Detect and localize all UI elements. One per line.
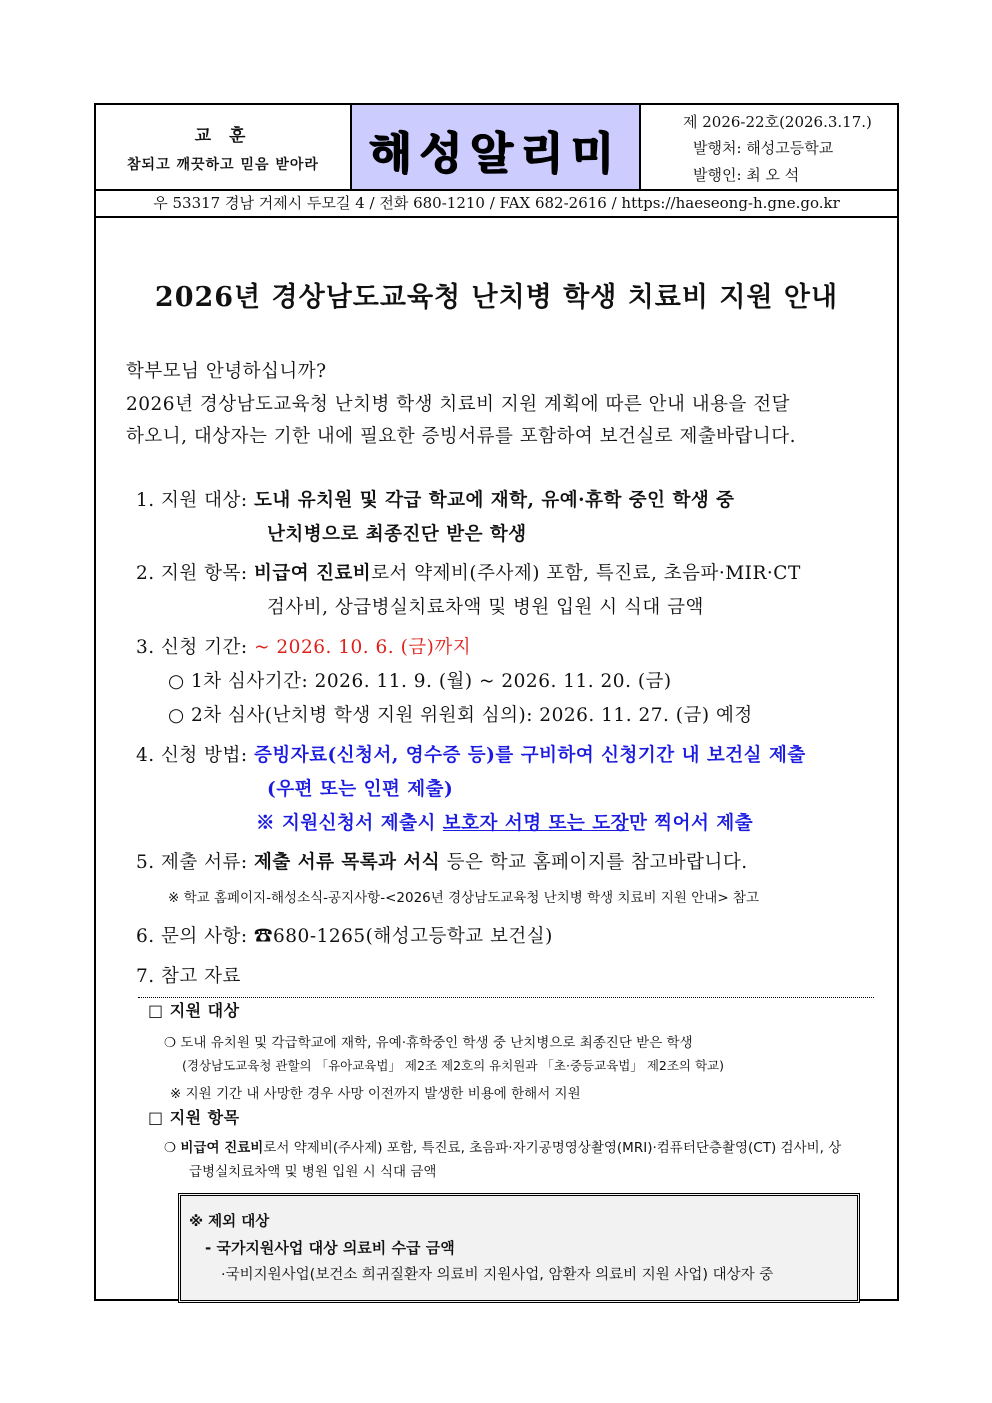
- note-underlined: 보호자 서명 또는 도장: [442, 813, 629, 834]
- exclusion-title: ※ 제외 대상: [189, 1214, 270, 1230]
- contact-phone: ☎680-1265(해성고등학교 보건실): [254, 926, 553, 947]
- bullet-icon: ❍: [164, 1140, 181, 1156]
- item-label: 6. 문의 사항:: [136, 926, 255, 947]
- review-period-1: ○ 1차 심사기간: 2026. 11. 9. (월) ~ 2026. 11. 20. (금): [168, 671, 672, 692]
- newsletter-name: 해성알리미: [369, 128, 622, 179]
- item-label: 5. 제출 서류:: [136, 852, 255, 873]
- issue-number: 제 2026-22호(2026.3.17.): [683, 113, 872, 131]
- ref-heading-target: □ 지원 대상: [148, 1001, 240, 1020]
- deadline: ~ 2026. 10. 6. (금)까지: [254, 637, 472, 658]
- exclusion-item: - 국가지원사업 대상 의료비 수급 금액: [205, 1239, 455, 1257]
- item-method: [136, 741, 806, 767]
- ref-target-note: ※ 지원 기간 내 사망한 경우 사망 이전까지 발생한 비용에 한해서 지원: [170, 1086, 581, 1102]
- item-period: [136, 633, 471, 659]
- item-text: 등은 학교 홈페이지를 참고바랍니다.: [440, 852, 748, 873]
- ref-heading-items: □ 지원 항목: [148, 1108, 240, 1127]
- ref-text: 로서 약제비(주사제) 포함, 특진료, 초음파·자기공명영상촬영(MRI)·컴퓨터단층촬영(CT) 검사비, 상: [263, 1140, 842, 1156]
- item-support-items: [136, 559, 801, 585]
- intro-line-2: 하오니, 대상자는 기한 내에 필요한 증빙서류를 포함하여 보건실로 제출바랍니다.: [126, 426, 797, 447]
- item-label: 2. 지원 항목:: [136, 563, 255, 584]
- exclusion-detail: ·국비지원사업(보건소 희귀질환자 의료비 지원사업, 암환자 의료비 지원 사업) 대상자 중: [221, 1267, 774, 1283]
- ref-target-law: (경상남도교육청 관할의 「유아교육법」 제2조 제2호의 유치원과 「초·중등교육법」 제2조의 학교): [182, 1058, 724, 1073]
- note-text: ※ 지원신청서 제출시: [256, 813, 443, 834]
- ref-items-cont: 급병실치료차액 및 병원 입원 시 식대 금액: [189, 1164, 437, 1180]
- item-text: 도내 유치원 및 각급 학교에 재학, 유예·휴학 중인 학생 중: [254, 490, 735, 511]
- item-label: 4. 신청 방법:: [136, 745, 255, 766]
- signature-note: [256, 809, 753, 835]
- exclusion-box: [178, 1193, 860, 1303]
- item-bold: 제출 서류 목록과 서식: [254, 852, 441, 873]
- item-bold: 비급여 진료비: [254, 563, 372, 584]
- note-text: 만 찍어서 제출: [628, 813, 754, 834]
- item-support-target-cont: 난치병으로 최종진단 받은 학생: [267, 524, 527, 545]
- divider: [138, 997, 874, 998]
- document-title: 2026년 경상남도교육청 난치병 학생 치료비 지원 안내: [154, 282, 839, 313]
- item-reference: 7. 참고 자료: [136, 966, 241, 987]
- intro-line-1: 2026년 경상남도교육청 난치병 학생 치료비 지원 계획에 따른 안내 내용을 전달: [126, 394, 791, 415]
- issuer: 발행인: 최 오 석: [693, 166, 800, 184]
- newsletter-logo: [352, 105, 641, 189]
- masthead: [96, 105, 897, 191]
- item-label: 1. 지원 대상:: [136, 490, 255, 511]
- item-support-items-cont: 검사비, 상급병실치료차액 및 병원 입원 시 식대 금액: [267, 597, 704, 618]
- item-documents: [136, 848, 748, 874]
- motto-title: 교 훈: [194, 126, 252, 146]
- item-text: 로서 약제비(주사제) 포함, 특진료, 초음파·MIR·CT: [371, 563, 801, 584]
- ref-target-line: ❍ 도내 유치원 및 각급학교에 재학, 유예·휴학중인 학생 중 난치병으로 최종진단 받은 학생: [164, 1035, 693, 1051]
- issue-info: [641, 105, 897, 189]
- item-label: 3. 신청 기간:: [136, 637, 255, 658]
- ref-items-line: [164, 1136, 841, 1156]
- newsletter-page: [94, 103, 899, 1301]
- item-support-target: [136, 486, 735, 512]
- school-motto: [96, 105, 352, 189]
- review-period-2: ○ 2차 심사(난치병 학생 지원 위원회 심의): 2026. 11. 27. (금) 예정: [168, 705, 753, 726]
- item-contact: [136, 922, 553, 948]
- contact-bar: 우 53317 경남 거제시 두모길 4 / 전화 680-1210 / FAX 682-2616 / https://haeseong-h.gne.go.kr: [96, 191, 897, 218]
- ref-bold: 비급여 진료비: [180, 1140, 264, 1156]
- publisher: 발행처: 해성고등학교: [693, 139, 834, 157]
- item-method-cont: (우편 또는 인편 제출): [267, 779, 454, 800]
- motto-text: 참되고 깨끗하고 믿음 받아라: [127, 157, 319, 173]
- homepage-note: ※ 학교 홈페이지-해성소식-공지사항-<2026년 경상남도교육청 난치병 학생 치료비 지원 안내> 참고: [168, 890, 760, 906]
- item-text: 증빙자료(신청서, 영수증 등)를 구비하여 신청기간 내 보건실 제출: [254, 745, 806, 766]
- greeting: 학부모님 안녕하십니까?: [126, 361, 327, 382]
